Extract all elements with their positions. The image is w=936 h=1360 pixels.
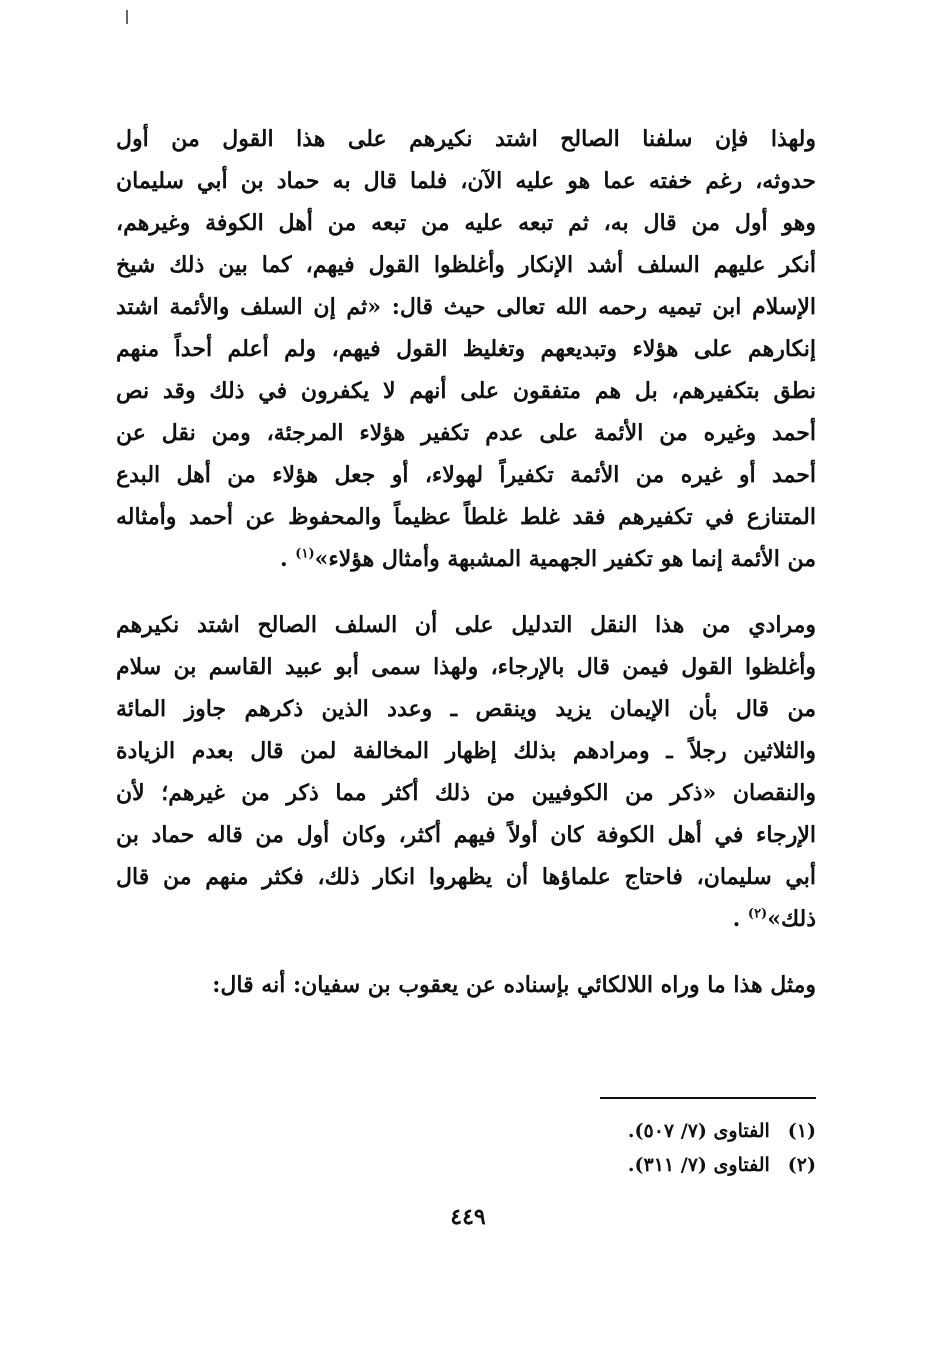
paragraph-2 — [116, 604, 816, 940]
end-mark: . — [279, 546, 288, 572]
main-text — [116, 118, 816, 1006]
scan-mark — [126, 10, 128, 24]
footnotes — [430, 1114, 816, 1182]
text-line: المتنازع في تكفيرهم فقد غلط غلطاً عظيماً والمحفوظ عن أحمد وأمثاله — [116, 504, 816, 530]
text-line: إنكارهم على هؤلاء وتبديعهم وتغليظ القول فيهم، ولم أعلم أحداً منهم — [116, 336, 816, 362]
footnote-ref-1[interactable]: (١) — [295, 546, 315, 562]
text-line: ومثل هذا ما وراه اللالكائي بإسناده عن يعقوب بن سفيان: أنه قال: — [212, 972, 816, 998]
footnote-text: الفتاوى (٧/ ٥٠٧). — [627, 1120, 770, 1142]
text-line: وهو أول من قال به، ثم تبعه عليه من تبعه من أهل الكوفة وغيرهم، — [116, 210, 816, 236]
paragraph-3 — [116, 964, 816, 1006]
text-line: أنكر عليهم السلف أشد الإنكار وأغلظوا القول فيهم، كما بين ذلك شيخ — [116, 252, 816, 278]
text-line: حدوثه، رغم خفته عما هو عليه الآن، فلما قال به حماد بن أبي سليمان — [116, 168, 816, 194]
text-line: ومرادي من هذا النقل التدليل على أن السلف الصالح اشتد نكيرهم — [116, 612, 816, 638]
text-line: الإسلام ابن تيميه رحمه الله تعالى حيث قال: «ثم إن السلف والأئمة اشتد — [116, 294, 816, 320]
footnote-2 — [430, 1148, 816, 1182]
text-line-content: من الأئمة إنما هو تكفير الجهمية المشبهة وأمثال هؤلاء» — [314, 546, 816, 572]
text-line: أحمد وغيره من الأئمة على عدم تكفير هؤلاء المرجئة، ومن نقل عن — [116, 420, 816, 446]
text-line-content: ذلك» — [767, 906, 816, 932]
footnote-text: الفتاوى (٧/ ٣١١). — [627, 1154, 770, 1176]
text-line: أحمد أو غيره من الأئمة تكفيراً لهولاء، أو جعل هؤلاء من أهل البدع — [116, 462, 816, 488]
text-line: الإرجاء في أهل الكوفة كان أولاً فيهم أكثر، وكان أول من قاله حماد بن — [116, 822, 816, 848]
text-line: والثلاثين رجلاً ـ ومرادهم بذلك إظهار المخالفة لمن قال بعدم الزيادة — [116, 738, 816, 764]
text-line: من قال بأن الإيمان يزيد وينقص ـ وعدد الذين ذكرهم جاوز المائة — [116, 696, 816, 722]
end-mark: . — [732, 906, 741, 932]
text-line: والنقصان «ذكر من الكوفيين من ذلك أكثر مما ذكر من غيرهم؛ لأن — [116, 780, 816, 806]
text-line: أبي سليمان، فاحتاج علماؤها أن يظهروا انكار ذلك، فكثر منهم من قال — [116, 864, 816, 890]
footnote-divider — [600, 1097, 816, 1099]
paragraph-gap — [116, 580, 816, 604]
footnote-number: (٢) — [787, 1154, 816, 1176]
text-line-last — [116, 538, 816, 580]
text-line: نطق بتكفيرهم، بل هم متفقون على أنهم لا يكفرون في ذلك وقد نص — [116, 378, 816, 404]
text-line: وأغلظوا القول فيمن قال بالإرجاء، ولهذا سمى أبو عبيد القاسم بن سلام — [116, 654, 816, 680]
paragraph-gap — [116, 940, 816, 964]
text-line: ولهذا فإن سلفنا الصالح اشتد نكيرهم على هذا القول من أول — [116, 126, 816, 152]
text-line-last — [116, 898, 816, 940]
page-number: ٤٤٩ — [450, 1204, 486, 1230]
footnote-ref-2[interactable]: (٢) — [747, 906, 768, 922]
footnote-number: (١) — [787, 1120, 816, 1142]
footnote-1 — [430, 1114, 816, 1148]
paragraph-1 — [116, 118, 816, 580]
